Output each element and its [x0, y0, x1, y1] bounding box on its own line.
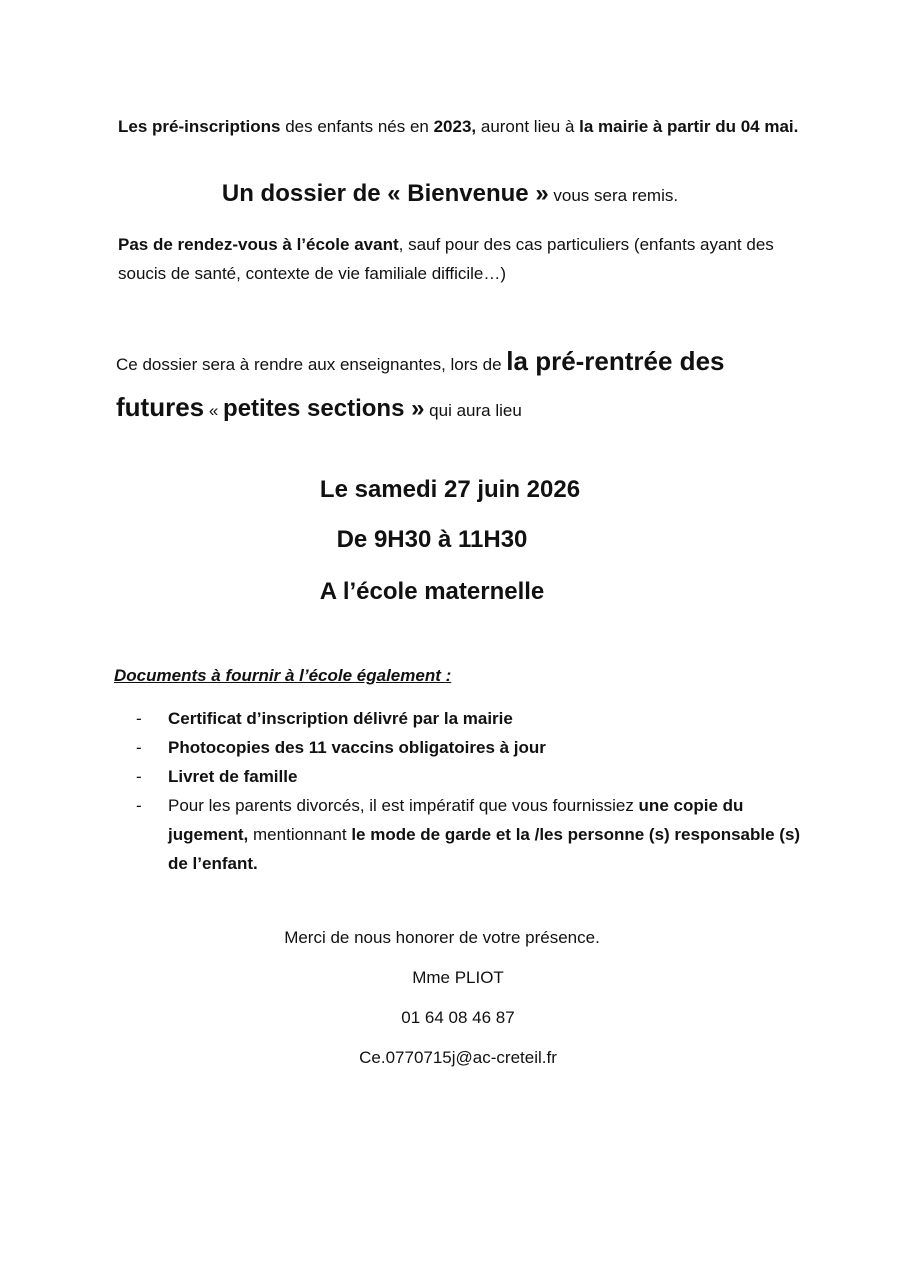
- document-item-divorce-bold-1: une copie du jugement,: [168, 796, 744, 844]
- intro-text-2: auront lieu à: [476, 117, 580, 136]
- document-item-divorce-text-1: Pour les parents divorcés, il est impératif que vous fournissiez: [168, 796, 639, 815]
- appointments-paragraph: [118, 230, 808, 288]
- event-date: Le samedi 27 juin 2026: [319, 476, 581, 503]
- document-item-livret: Livret de famille: [168, 767, 298, 786]
- footer-email: Ce.0770715j@ac-creteil.fr: [359, 1048, 557, 1067]
- list-item: [136, 704, 816, 733]
- intro-bold-mairie: la mairie à partir du 04 mai.: [579, 117, 799, 136]
- footer-thanks: Merci de nous honorer de votre présence.: [284, 928, 600, 947]
- document-item-certificat: Certificat d’inscription délivré par la mairie: [168, 709, 513, 728]
- list-dash: -: [136, 796, 142, 815]
- welcome-line: [0, 180, 900, 208]
- list-dash: -: [136, 709, 142, 728]
- appointments-text: , sauf pour des cas particuliers (enfants ayant des soucis de santé, contexte de vie familiale difficile…): [118, 235, 774, 283]
- footer-name: Mme PLIOT: [412, 968, 504, 987]
- intro-bold-preinscriptions: Les pré-inscriptions: [118, 117, 281, 136]
- footer-phone: 01 64 08 46 87: [401, 1008, 515, 1027]
- prerentree-text-1: Ce dossier sera à rendre aux enseignantes, lors de: [116, 355, 507, 374]
- prerentree-bold-2: petites sections »: [223, 395, 425, 422]
- prerentree-paragraph: [116, 340, 816, 432]
- documents-list: [136, 704, 816, 878]
- intro-paragraph: [118, 112, 808, 141]
- intro-bold-year: 2023,: [433, 117, 477, 136]
- list-item: [136, 791, 816, 878]
- prerentree-bold-1: la pré-rentrée des futures: [116, 346, 725, 422]
- list-dash: -: [136, 767, 142, 786]
- welcome-remis-text: vous sera remis.: [548, 186, 679, 205]
- appointments-bold: Pas de rendez-vous à l’école avant: [118, 235, 399, 254]
- prerentree-quote-open: «: [204, 401, 224, 420]
- list-item: [136, 762, 816, 791]
- event-time: De 9H30 à 11H30: [336, 526, 528, 553]
- document-item-divorce-bold-2: le mode de garde et la /les personne (s) responsable (s) de l’enfant.: [168, 825, 801, 873]
- document-item-divorce-text-2: mentionnant: [248, 825, 352, 844]
- welcome-dossier-title: Un dossier de « Bienvenue »: [221, 180, 549, 207]
- document-item-vaccins: Photocopies des 11 vaccins obligatoires à jour: [168, 738, 546, 757]
- event-place: A l’école maternelle: [319, 578, 545, 605]
- documents-title: Documents à fournir à l’école également :: [114, 666, 452, 685]
- list-dash: -: [136, 738, 142, 757]
- list-item: [136, 733, 816, 762]
- intro-text-1: des enfants nés en: [280, 117, 434, 136]
- prerentree-text-2: qui aura lieu: [424, 401, 522, 420]
